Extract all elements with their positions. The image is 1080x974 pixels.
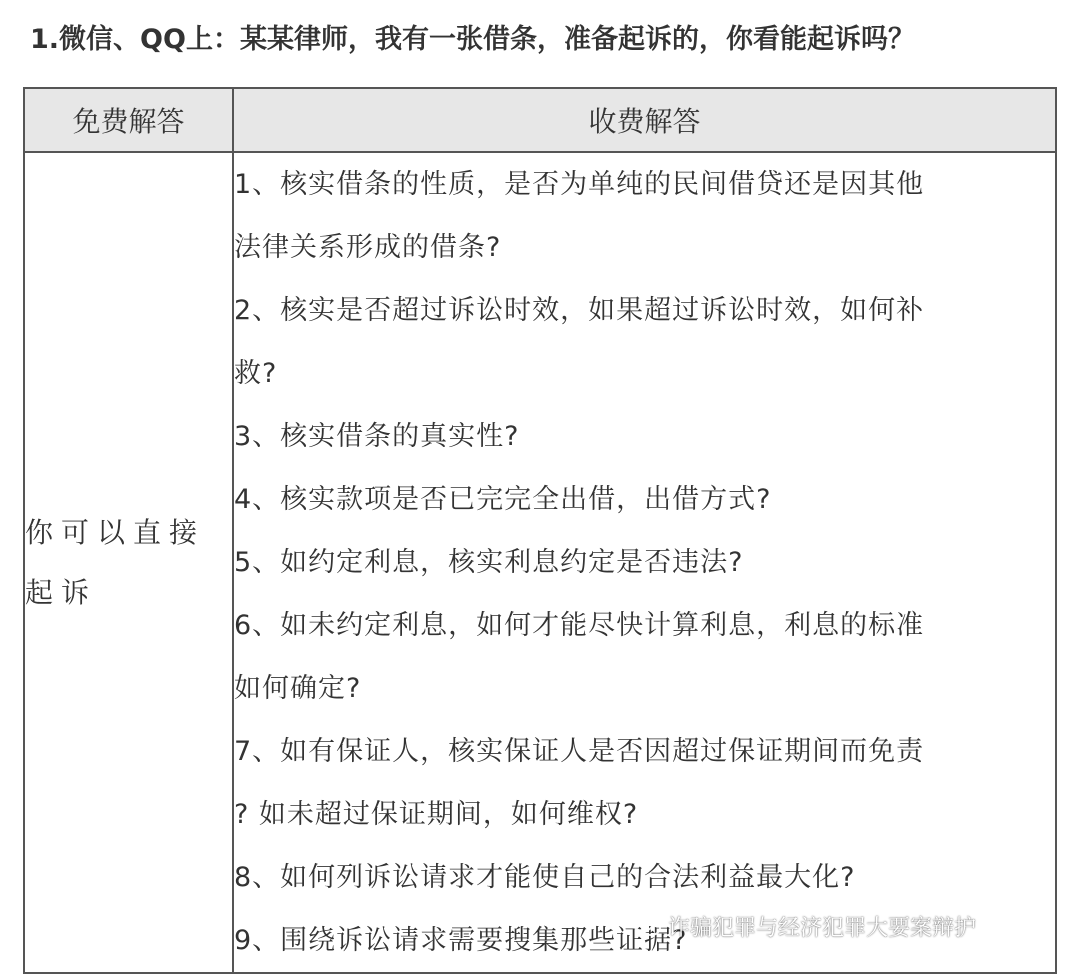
paid-answer-line: 7、如有保证人，核实保证人是否因超过保证期间而免责 [234, 736, 925, 767]
header-free-answer: 免费解答 [24, 88, 233, 152]
paid-answer-line: 9、围绕诉讼请求需要搜集那些证据? [234, 925, 688, 956]
paid-answer-line: 8、如何列诉讼请求才能使自己的合法利益最大化? [234, 862, 856, 893]
paid-answer-line: 3、核实借条的真实性? [234, 421, 520, 452]
table-header-row [24, 88, 1056, 152]
free-answer-cell [24, 152, 233, 973]
paid-answer-line: 法律关系形成的借条? [234, 232, 502, 263]
paid-answer-line: 4、核实款项是否已完完全出借，出借方式? [234, 484, 772, 515]
free-answer-line: 起诉 [25, 575, 98, 609]
paid-answer-line: 1、核实借条的性质，是否为单纯的民间借贷还是因其他 [234, 169, 925, 200]
wechat-icon [632, 913, 662, 939]
paid-answer-line: 如何确定? [234, 673, 362, 704]
free-answer-line: 你可以直接 [25, 515, 206, 549]
paid-answer-line: 2、核实是否超过诉讼时效，如果超过诉讼时效，如何补 [234, 295, 925, 326]
paid-answer-line: ? 如未超过保证期间，如何维权? [234, 799, 639, 830]
page-title: 1.微信、QQ上：某某律师，我有一张借条，准备起诉的，你看能起诉吗？ [30, 24, 915, 55]
paid-answer-cell [233, 152, 1056, 973]
paid-answer-line: 6、如未约定利息，如何才能尽快计算利息，利息的标准 [234, 610, 925, 641]
paid-answer-line: 5、如约定利息，核实利息约定是否违法? [234, 547, 744, 578]
header-paid-answer: 收费解答 [233, 88, 1056, 152]
qa-table [23, 87, 1057, 974]
watermark [632, 908, 976, 944]
table-body-row [24, 152, 1056, 973]
paid-answer-line: 救? [234, 358, 278, 389]
watermark-text: 诈骗犯罪与经济犯罪大要案辩护 [668, 915, 977, 941]
